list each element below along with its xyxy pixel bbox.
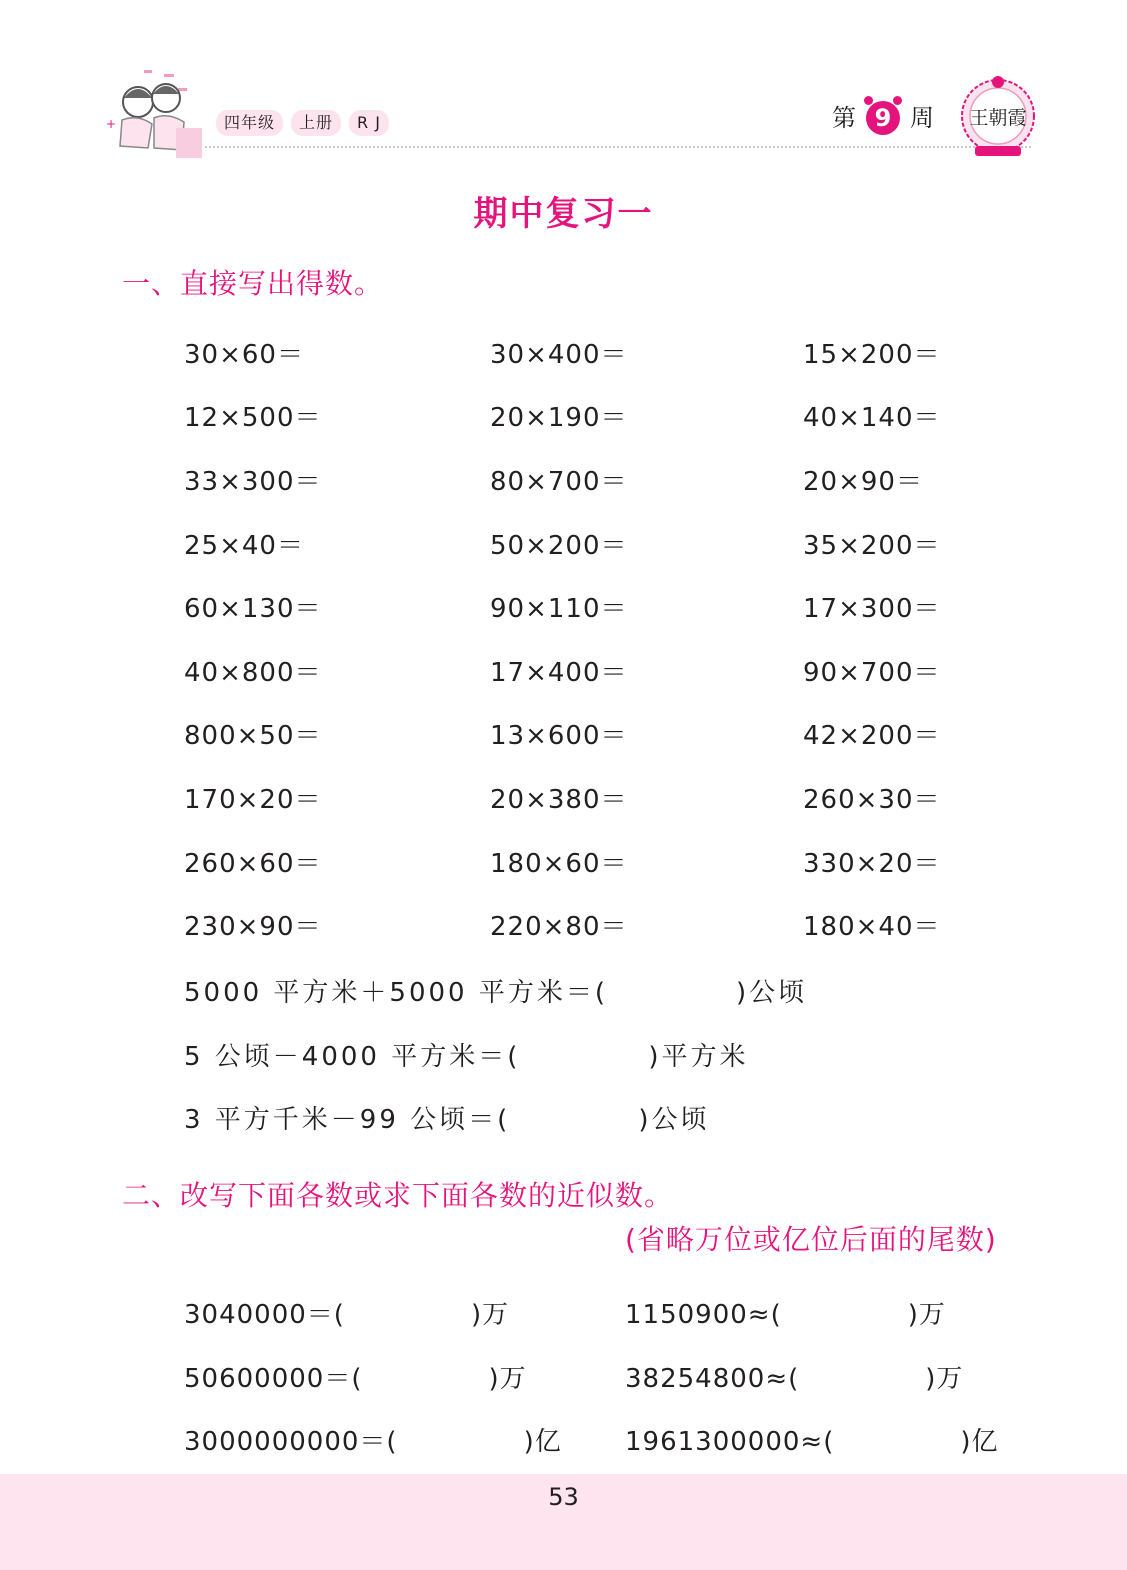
section-2-note: (省略万位或亿位后面的尾数) xyxy=(625,1223,997,1256)
problem: 60×130＝ xyxy=(184,594,322,625)
problem: 20×190＝ xyxy=(490,403,628,434)
problem: 25×40＝ xyxy=(184,530,304,561)
problem-row xyxy=(184,705,1084,769)
rewrite-left: 3040000＝( xyxy=(184,1300,345,1331)
section-2-heading: 二、改写下面各数或求下面各数的近似数。 xyxy=(122,1179,674,1212)
grade-tag: 四年级 xyxy=(216,110,283,136)
approx-problem xyxy=(625,1358,963,1395)
approx-unit: )万 xyxy=(925,1363,964,1394)
area-problem-unit: )公顷 xyxy=(638,1105,710,1136)
rewrite-row xyxy=(184,1281,1044,1345)
problem: 15×200＝ xyxy=(803,339,941,370)
rewrite-row xyxy=(184,1345,1044,1409)
section-1-heading: 一、直接写出得数。 xyxy=(122,267,384,300)
rewrite-problem xyxy=(184,1358,625,1395)
area-problem-left: 5000 平方米＋5000 平方米＝( xyxy=(184,978,609,1009)
problem: 330×20＝ xyxy=(803,848,941,879)
problem: 260×30＝ xyxy=(803,784,941,815)
rewrite-left: 3000000000＝( xyxy=(184,1427,398,1458)
problem: 17×400＝ xyxy=(490,657,628,688)
approx-left: 1961300000≈( xyxy=(625,1427,835,1458)
problem-row xyxy=(184,514,1084,578)
problem: 80×700＝ xyxy=(490,466,628,497)
area-conversion-problems xyxy=(184,959,807,1150)
rewrite-problems xyxy=(184,1281,1044,1472)
problem-row xyxy=(184,768,1084,832)
page-number: 53 xyxy=(548,1483,579,1511)
volume-tag: 上册 xyxy=(291,110,341,136)
problem: 220×80＝ xyxy=(490,912,628,943)
problem: 50×200＝ xyxy=(490,530,628,561)
approx-problem xyxy=(625,1421,999,1458)
approx-left: 1150900≈( xyxy=(625,1300,782,1331)
area-problem-unit: )平方米 xyxy=(648,1041,749,1072)
problem: 20×380＝ xyxy=(490,784,628,815)
problem: 230×90＝ xyxy=(184,912,322,943)
header-divider xyxy=(205,146,1031,148)
problem: 90×110＝ xyxy=(490,594,628,625)
problem: 42×200＝ xyxy=(803,721,941,752)
problem: 90×700＝ xyxy=(803,657,941,688)
children-mascot-icon xyxy=(104,68,204,160)
rewrite-row xyxy=(184,1408,1044,1472)
rewrite-problem xyxy=(184,1421,625,1458)
week-prefix: 第 xyxy=(832,104,856,132)
rewrite-problem xyxy=(184,1294,625,1331)
problem: 800×50＝ xyxy=(184,721,322,752)
problem: 40×800＝ xyxy=(184,657,322,688)
problem-row xyxy=(184,387,1084,451)
approx-left: 38254800≈( xyxy=(625,1363,800,1394)
week-indicator xyxy=(832,100,934,136)
svg-text:+: + xyxy=(106,117,117,131)
problem-row xyxy=(184,450,1084,514)
approx-unit: )亿 xyxy=(960,1427,999,1458)
week-number-badge: 9 xyxy=(866,101,900,135)
brand-seal-logo xyxy=(957,72,1039,160)
mental-math-grid xyxy=(184,323,1084,959)
area-problem-unit: )公顷 xyxy=(736,978,808,1009)
problem: 260×60＝ xyxy=(184,848,322,879)
problem-row xyxy=(184,832,1084,896)
problem: 30×400＝ xyxy=(490,339,628,370)
svg-text:王朝霞: 王朝霞 xyxy=(969,107,1027,129)
area-problem xyxy=(184,959,807,1023)
area-problem-left: 3 平方千米－99 公顷＝( xyxy=(184,1105,511,1136)
rewrite-unit: )亿 xyxy=(523,1427,562,1458)
page-title: 期中复习一 xyxy=(473,194,654,234)
rewrite-unit: )万 xyxy=(488,1363,527,1394)
problem: 13×600＝ xyxy=(490,721,628,752)
problem: 180×40＝ xyxy=(803,912,941,943)
rewrite-left: 50600000＝( xyxy=(184,1363,363,1394)
approx-unit: )万 xyxy=(907,1300,946,1331)
problem-row xyxy=(184,577,1084,641)
problem: 30×60＝ xyxy=(184,339,304,370)
page-header xyxy=(0,0,1127,170)
problem: 17×300＝ xyxy=(803,594,941,625)
problem-row xyxy=(184,895,1084,959)
problem: 12×500＝ xyxy=(184,403,322,434)
edition-tag: R J xyxy=(349,110,389,136)
problem: 180×60＝ xyxy=(490,848,628,879)
problem: 40×140＝ xyxy=(803,403,941,434)
area-problem xyxy=(184,1086,807,1150)
problem: 170×20＝ xyxy=(184,784,322,815)
problem: 33×300＝ xyxy=(184,466,322,497)
area-problem-left: 5 公顷－4000 平方米＝( xyxy=(184,1041,521,1072)
problem: 20×90＝ xyxy=(803,466,923,497)
problem: 35×200＝ xyxy=(803,530,941,561)
area-problem xyxy=(184,1023,807,1087)
rewrite-unit: )万 xyxy=(470,1300,510,1331)
approx-problem xyxy=(625,1294,946,1331)
problem-row xyxy=(184,641,1084,705)
problem-row xyxy=(184,323,1084,387)
week-suffix: 周 xyxy=(910,104,934,132)
